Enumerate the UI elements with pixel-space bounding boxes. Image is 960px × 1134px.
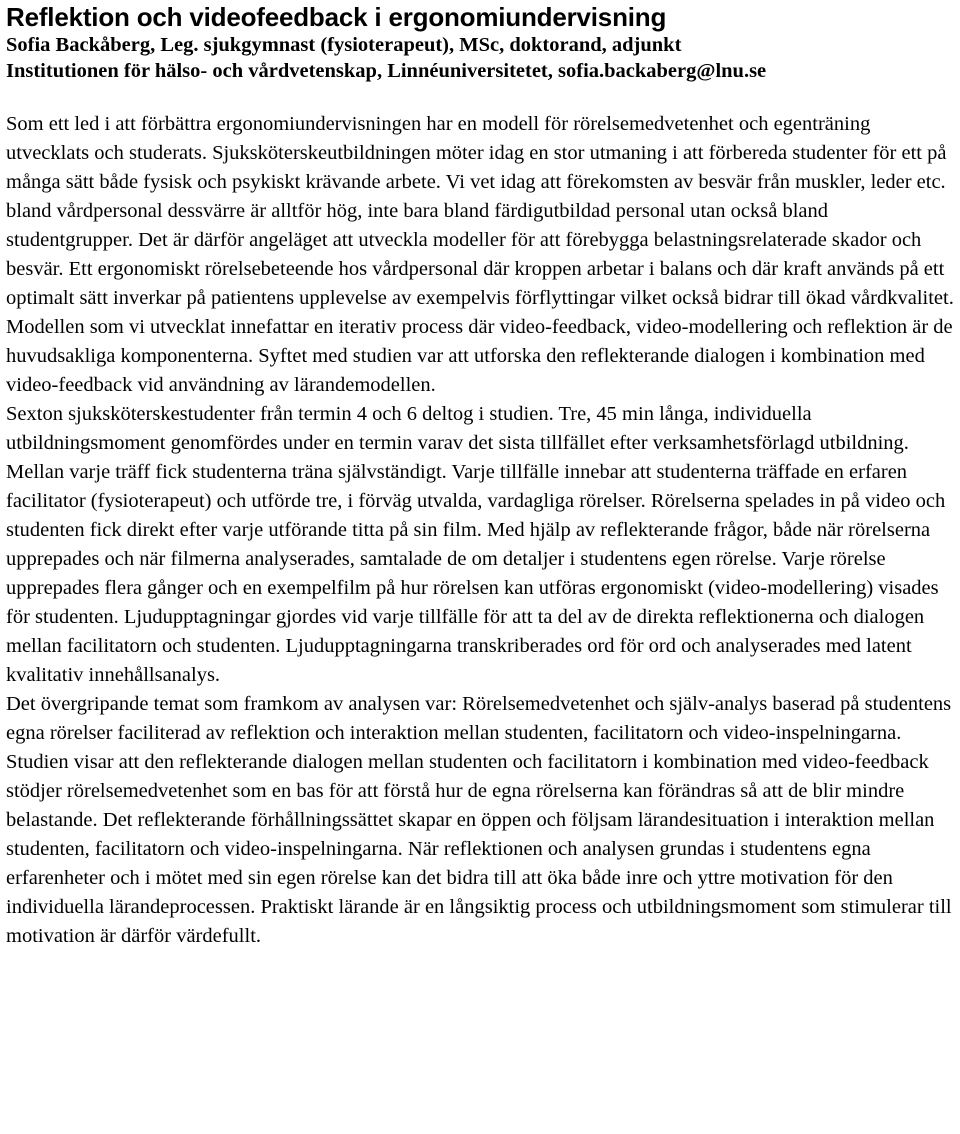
body-paragraph-1: Som ett led i att förbättra ergonomiundervisningen har en modell för rörelsemedvetenhet och egenträning utvecklats och studerats. Sjuksköterskeutbildningen möter idag en stor utmaning i att förbereda studenter för ett på många sätt både fysisk och psykiskt krävande arbete. Vi vet idag att förekomsten av besvär från muskler, leder etc. bland vårdpersonal dessvärre är alltför hög, inte bara bland färdigutbildad personal utan också bland studentgrupper. Det är därför angeläget att utveckla modeller för att förebygga belastningsrelaterade skador och besvär. Ett ergonomiskt rörelsebeteende hos vårdpersonal där kroppen arbetar i balans och där kraft används på ett optimalt sätt inverkar på patientens upplevelse av exempelvis förflyttingar vilket också bidrar till ökad vårdkvalitet. Modellen som vi utvecklat innefattar en iterativ process där video-feedback, video-modellering och reflektion är de huvudsakliga komponenterna. Syftet med studien var att utforska den reflekterande dialogen i kombination med video-feedback vid användning av lärandemodellen. — [6, 113, 954, 396]
affiliation-line: Institutionen för hälso- och vårdvetenskap, Linnéuniversitetet, sofia.backaberg@lnu.se — [6, 60, 767, 82]
body-paragraph-2: Sexton sjuksköterskestudenter från termin 4 och 6 deltog i studien. Tre, 45 min långa, individuella utbildningsmoment genomfördes under en termin varav det sista tillfället efter verksamhetsförlagd utbildning. Mellan varje träff fick studenterna träna självständigt. Varje tillfälle innebar att studenterna träffade en erfaren facilitator (fysioterapeut) och utförde tre, i förväg utvalda, vardagliga rörelser. Rörelserna spelades in på video och studenten fick direkt efter varje utförande titta på sin film. Med hjälp av reflekterande frågor, både när rörelserna upprepades och när filmerna analyserades, samtalade de om detaljer i studentens egen rörelse. Varje rörelse upprepades flera gånger och en exempelfilm på hur rörelsen kan utföras ergonomiskt (video-modellering) visades för studenten. Ljudupptagningar gjordes vid varje tillfälle för att ta del av de direkta reflektionerna och dialogen mellan facilitatorn och studenten. Ljudupptagningarna transkriberades ord för ord och analyserades med latent kvalitativ innehållsanalys. — [6, 403, 946, 686]
document-page — [6, 0, 958, 951]
document-body — [6, 110, 958, 951]
document-title: Reflektion och videofeedback i ergonomiundervisning — [6, 2, 667, 32]
author-line: Sofia Backåberg, Leg. sjukgymnast (fysioterapeut), MSc, doktorand, adjunkt — [6, 34, 682, 56]
body-paragraph-3: Det övergripande temat som framkom av analysen var: Rörelsemedvetenhet och själv-analys baserad på studentens egna rörelser faciliterad av reflektion och interaktion mellan studenten, facilitatorn och video-inspelningarna. Studien visar att den reflekterande dialogen mellan studenten och facilitatorn i kombination med video-feedback stödjer rörelsemedvetenhet som en bas för att förstå hur de egna rörelserna kan förändras så att de blir mindre belastande. Det reflekterande förhållningssättet skapar en öppen och följsam lärandesituation i interaktion mellan studenten, facilitatorn och video-inspelningarna. När reflektionen och analysen grundas i studentens egna erfarenheter och i mötet med sin egen rörelse kan det bidra till att öka både inre och yttre motivation för den individuella lärandeprocessen. Praktiskt lärande är en långsiktig process och utbildningsmoment som stimulerar till motivation är därför värdefullt. — [6, 693, 952, 947]
